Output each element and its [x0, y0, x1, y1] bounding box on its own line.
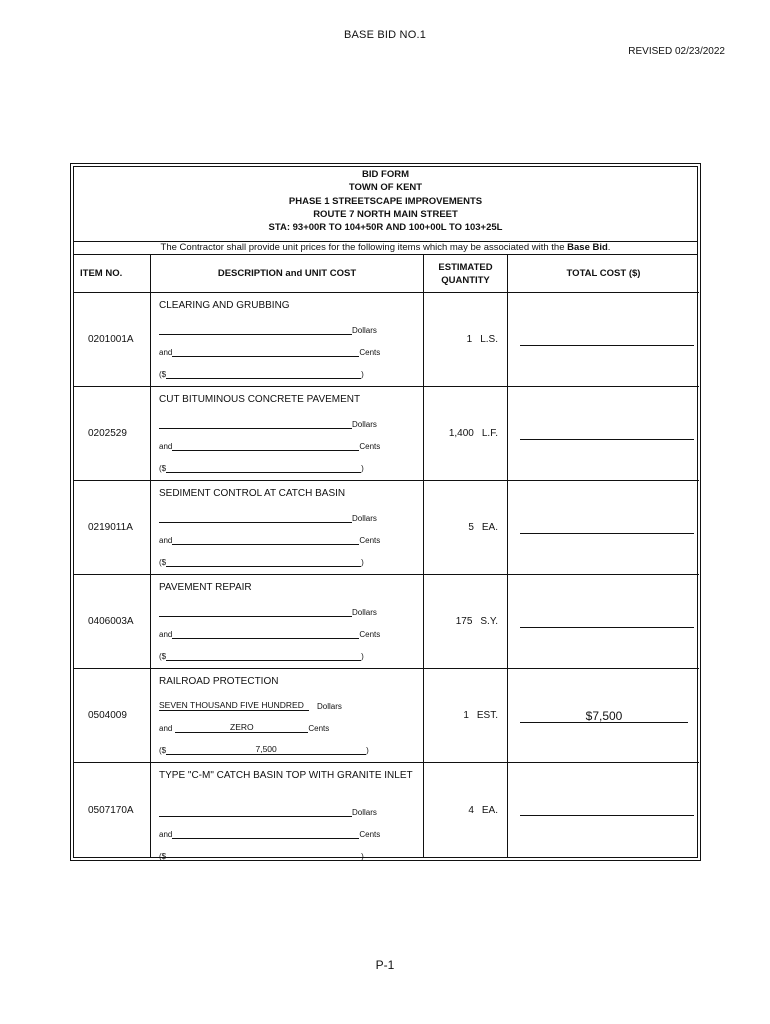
- amount-close-label: ): [361, 652, 364, 662]
- description-cell: [151, 575, 424, 669]
- bid-form-heading: [74, 167, 697, 242]
- item-description: CLEARING AND GRUBBING: [159, 300, 290, 312]
- instructions-emphasis: Base Bid: [567, 242, 608, 254]
- quantity-cell: [424, 575, 508, 669]
- amount-field[interactable]: [166, 651, 361, 661]
- cents-line[interactable]: [159, 535, 380, 545]
- total-cost-field[interactable]: [520, 814, 694, 816]
- instructions-period: .: [607, 242, 611, 254]
- item-number-cell: [74, 575, 151, 669]
- quantity-unit: EST.: [476, 710, 498, 722]
- total-cost-cell: [508, 575, 699, 669]
- dollars-written-field[interactable]: [159, 607, 352, 617]
- heading-line: TOWN OF KENT: [348, 182, 423, 194]
- amount-line[interactable]: [159, 851, 364, 861]
- column-header-total-cost-label: TOTAL COST ($): [566, 268, 641, 280]
- column-header-item-no: ITEM NO.: [74, 255, 151, 293]
- quantity-cell: [424, 387, 508, 481]
- item-number: 0202529: [88, 428, 127, 440]
- quantity-unit: L.F.: [481, 428, 498, 440]
- item-number-cell: [74, 763, 151, 857]
- item-number: 0406003A: [88, 616, 134, 628]
- cents-label: Cents: [359, 630, 381, 640]
- and-label: and: [159, 830, 173, 840]
- total-cost-cell: [508, 763, 699, 857]
- amount-line[interactable]: [159, 369, 364, 379]
- total-cost-cell: [508, 481, 699, 575]
- amount-close-label: ): [361, 852, 364, 862]
- dollars-label: Dollars: [352, 808, 377, 818]
- item-number: 0504009: [88, 710, 127, 722]
- amount-line[interactable]: [159, 651, 364, 661]
- cents-line[interactable]: [159, 347, 380, 357]
- item-description: SEDIMENT CONTROL AT CATCH BASIN: [159, 488, 346, 500]
- quantity-unit: EA.: [481, 804, 498, 816]
- dollars-line[interactable]: [159, 807, 377, 817]
- amount-open-label: ($: [159, 746, 167, 756]
- instructions-body: The Contractor shall provide unit prices for the following items which may be associated with the: [160, 242, 565, 254]
- column-header-quantity: [424, 255, 508, 293]
- cents-line[interactable]: [159, 629, 380, 639]
- revised-date: REVISED 02/23/2022: [628, 46, 725, 57]
- and-label: and: [159, 630, 173, 640]
- item-number-cell: [74, 669, 151, 763]
- amount-field[interactable]: [166, 557, 361, 567]
- cents-written-field[interactable]: [172, 829, 359, 839]
- dollars-written-field[interactable]: [159, 513, 352, 523]
- bid-form-table: [70, 163, 701, 861]
- cents-label: Cents: [359, 442, 381, 452]
- cents-written-field[interactable]: [172, 441, 359, 451]
- amount-open-label: ($: [159, 464, 167, 474]
- and-label: and: [159, 348, 173, 358]
- dollars-line[interactable]: [159, 325, 377, 335]
- quantity-value: 5: [468, 522, 474, 534]
- dollars-label: Dollars: [317, 702, 342, 712]
- dollars-label: Dollars: [352, 514, 377, 524]
- amount-field[interactable]: [166, 463, 361, 473]
- total-cost-cell: [508, 387, 699, 481]
- quantity-unit: S.Y.: [480, 616, 498, 628]
- cents-written-field[interactable]: [172, 629, 359, 639]
- dollars-written-field[interactable]: [159, 807, 352, 817]
- item-description: CUT BITUMINOUS CONCRETE PAVEMENT: [159, 394, 361, 406]
- heading-line: PHASE 1 STREETSCAPE IMPROVEMENTS: [288, 195, 483, 207]
- page-number: P-1: [375, 958, 395, 972]
- amount-field[interactable]: [166, 369, 361, 379]
- quantity-value: 175: [455, 616, 473, 628]
- cents-label: Cents: [308, 724, 330, 734]
- description-cell: [151, 669, 424, 763]
- cents-written-field[interactable]: [172, 347, 359, 357]
- item-description: PAVEMENT REPAIR: [159, 582, 252, 594]
- cents-line[interactable]: [159, 829, 380, 839]
- amount-close-label: ): [361, 558, 364, 568]
- dollars-written-field[interactable]: [159, 419, 352, 429]
- item-number: 0219011A: [88, 522, 133, 534]
- quantity-value: 1: [466, 334, 473, 346]
- dollars-line[interactable]: [159, 607, 377, 617]
- total-cost-cell: [508, 669, 699, 763]
- quantity-cell: [424, 763, 508, 857]
- quantity-value: 4: [468, 804, 474, 816]
- amount-field[interactable]: 7,500: [166, 745, 366, 755]
- description-cell: [151, 293, 424, 387]
- item-number: 0507170A: [88, 804, 134, 816]
- quantity-value: 1: [463, 710, 469, 722]
- dollars-written-field[interactable]: [159, 325, 352, 335]
- amount-line[interactable]: [159, 463, 364, 473]
- dollars-label: Dollars: [352, 326, 377, 336]
- total-cost-field[interactable]: [520, 626, 694, 628]
- amount-open-label: ($: [159, 558, 167, 568]
- item-number-cell: [74, 387, 151, 481]
- amount-open-label: ($: [159, 852, 167, 862]
- quantity-cell: [424, 481, 508, 575]
- quantity-unit: EA.: [481, 522, 498, 534]
- quantity-cell: [424, 293, 508, 387]
- item-description: RAILROAD PROTECTION: [159, 676, 279, 688]
- item-number: 0201001A: [88, 334, 134, 346]
- heading-line: STA: 93+00R TO 104+50R AND 100+00L TO 103+25L: [268, 222, 503, 234]
- total-cost-field[interactable]: $7,500: [520, 710, 688, 723]
- amount-close-label: ): [366, 746, 369, 756]
- and-label: and: [159, 442, 173, 452]
- description-cell: [151, 387, 424, 481]
- amount-open-label: ($: [159, 652, 167, 662]
- cents-written-field[interactable]: [172, 535, 359, 545]
- instructions-text: [74, 242, 697, 255]
- total-cost-field[interactable]: [520, 532, 694, 534]
- item-description: TYPE "C-M" CATCH BASIN TOP WITH GRANITE INLET: [159, 770, 413, 782]
- page-title: BASE BID NO.1: [343, 29, 427, 41]
- cents-label: Cents: [359, 536, 381, 546]
- total-cost-cell: [508, 293, 699, 387]
- dollars-written-field[interactable]: SEVEN THOUSAND FIVE HUNDRED: [159, 701, 309, 711]
- amount-line[interactable]: [159, 557, 364, 567]
- cents-label: Cents: [359, 348, 381, 358]
- amount-line[interactable]: [159, 745, 369, 755]
- heading-line: ROUTE 7 NORTH MAIN STREET: [313, 208, 458, 220]
- column-header-description: DESCRIPTION and UNIT COST: [151, 255, 424, 293]
- total-cost-field[interactable]: [520, 344, 694, 346]
- amount-close-label: ): [361, 370, 364, 380]
- item-number-cell: [74, 293, 151, 387]
- total-cost-field[interactable]: [520, 438, 694, 440]
- cents-written-field[interactable]: ZERO: [175, 723, 308, 733]
- and-label: and: [159, 724, 173, 734]
- column-header-total-cost: [508, 255, 699, 293]
- dollars-line[interactable]: [159, 701, 342, 711]
- cents-line[interactable]: [159, 723, 329, 733]
- cents-label: Cents: [359, 830, 381, 840]
- description-cell: [151, 481, 424, 575]
- and-label: and: [159, 536, 173, 546]
- amount-open-label: ($: [159, 370, 167, 380]
- quantity-unit: L.S.: [480, 334, 498, 346]
- amount-close-label: ): [361, 464, 364, 474]
- quantity-cell: [424, 669, 508, 763]
- dollars-label: Dollars: [352, 608, 377, 618]
- dollars-label: Dollars: [352, 420, 377, 430]
- heading-line: BID FORM: [362, 169, 409, 180]
- bid-items-grid: [74, 255, 697, 862]
- cents-line[interactable]: [159, 441, 380, 451]
- amount-field[interactable]: [166, 851, 361, 861]
- item-number-cell: [74, 481, 151, 575]
- column-header-quantity-label: ESTIMATED QUANTITY: [438, 261, 493, 286]
- dollars-line[interactable]: [159, 513, 377, 523]
- quantity-value: 1,400: [448, 428, 474, 440]
- description-cell: [151, 763, 424, 862]
- dollars-line[interactable]: [159, 419, 377, 429]
